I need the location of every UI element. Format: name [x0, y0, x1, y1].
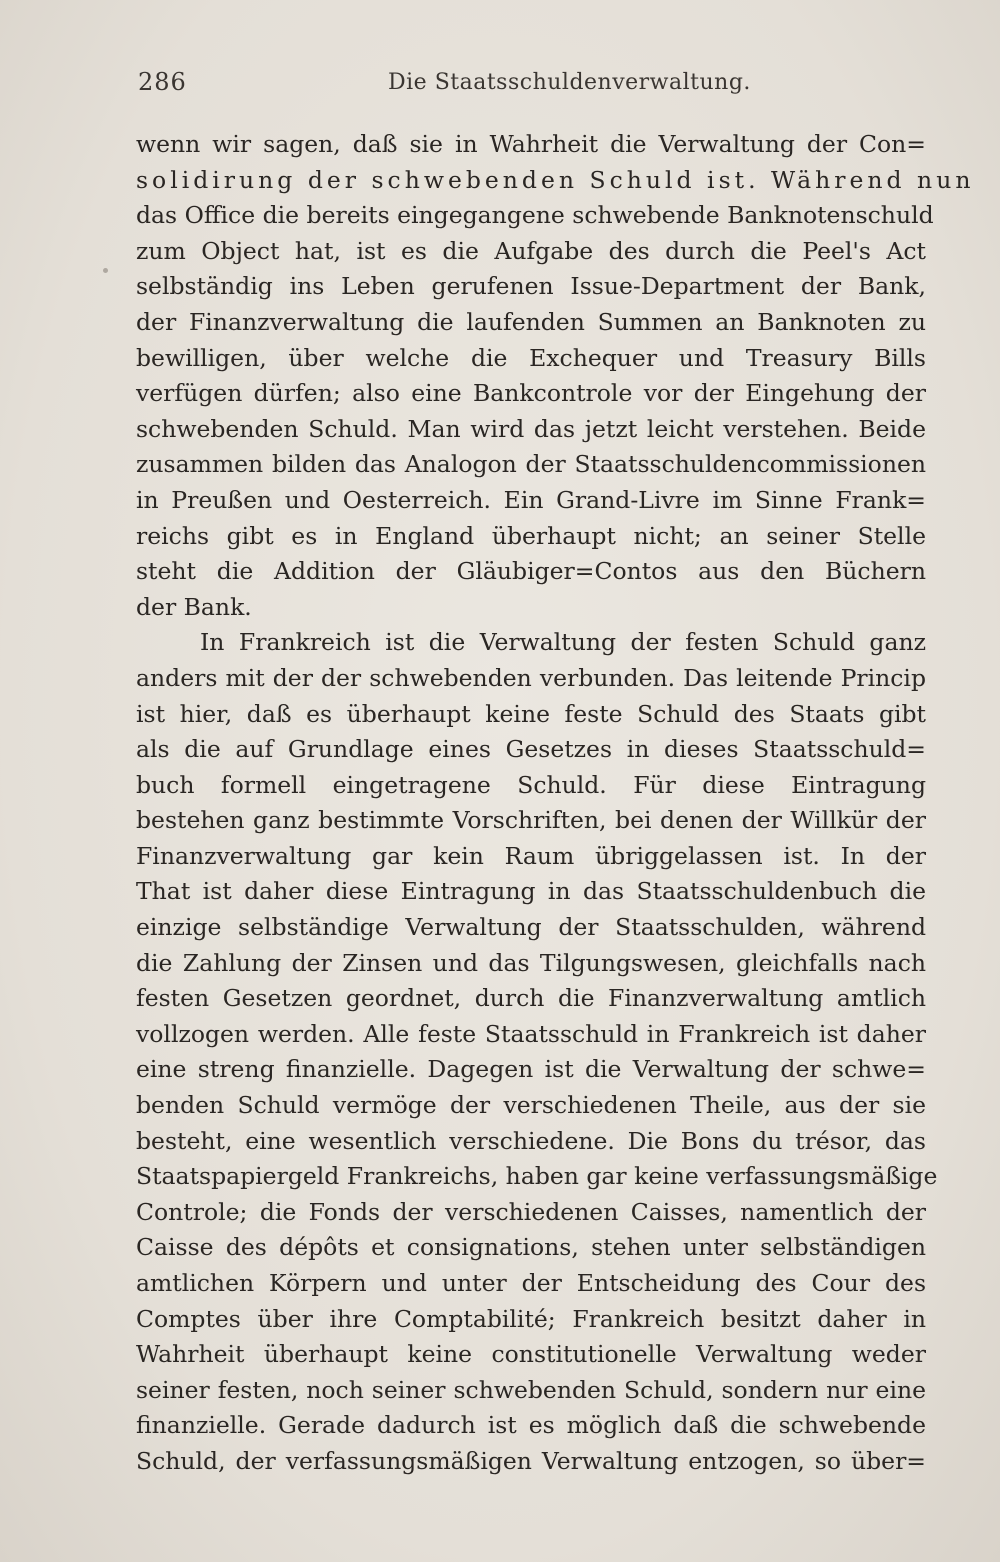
text-line: That ist daher diese Eintragung in das Staatsschuldenbuch die — [136, 877, 926, 906]
text-line: buch formell eingetragene Schuld. Für diese Eintragung — [136, 770, 926, 799]
text-line: festen Gesetzen geordnet, durch die Finanzverwaltung amtlich — [136, 984, 926, 1013]
ink-speck — [103, 268, 108, 273]
text-line: schwebenden Schuld. Man wird das jetzt leicht verstehen. Beide — [136, 414, 926, 443]
text-line: wenn wir sagen, daß sie in Wahrheit die Verwaltung der Con= — [136, 130, 926, 158]
text-line: Finanzverwaltung gar kein Raum übriggelassen ist. In der — [136, 841, 926, 870]
running-head: Die Staatsschuldenverwaltung. — [388, 70, 751, 95]
paragraph-first-line: In Frankreich ist die Verwaltung der festen Schuld ganz — [200, 628, 926, 657]
text-line: die Zahlung der Zinsen und das Tilgungswesen, gleichfalls nach — [136, 948, 926, 977]
text-line: als die auf Grundlage eines Gesetzes in dieses Staatsschuld= — [136, 735, 926, 764]
text-line: anders mit der der schwebenden verbunden. Das leitende Princip — [136, 663, 926, 692]
page-header — [138, 68, 928, 108]
text-line: Controle; die Fonds der verschiedenen Caisses, namentlich der — [136, 1197, 926, 1226]
text-line: solidirung der schwebenden Schuld ist. Während nun — [136, 165, 975, 194]
text-line: Staatspapiergeld Frankreichs, haben gar keine verfassungsmäßige — [136, 1162, 938, 1191]
text-line: Wahrheit überhaupt keine constitutionelle Verwaltung weder — [136, 1340, 926, 1369]
text-line: reichs gibt es in England überhaupt nicht; an seiner Stelle — [136, 521, 926, 550]
text-line: bestehen ganz bestimmte Vorschriften, bei denen der Willkür der — [136, 806, 926, 835]
text-line: in Preußen und Oesterreich. Ein Grand-Livre im Sinne Frank= — [136, 485, 926, 514]
text-line: vollzogen werden. Alle feste Staatsschuld in Frankreich ist daher — [136, 1019, 926, 1048]
text-line: zusammen bilden das Analogon der Staatsschuldencommissionen — [136, 450, 926, 479]
text-line: seiner festen, noch seiner schwebenden Schuld, sondern nur eine — [136, 1375, 926, 1404]
text-line: benden Schuld vermöge der verschiedenen Theile, aus der sie — [136, 1091, 926, 1120]
text-line: der Bank. — [136, 592, 252, 621]
page-number: 286 — [138, 68, 187, 96]
text-line: Schuld, der verfassungsmäßigen Verwaltung entzogen, so über= — [136, 1446, 926, 1475]
text-line: Comptes über ihre Comptabilité; Frankreich besitzt daher in — [136, 1304, 926, 1333]
text-line: einzige selbständige Verwaltung der Staatsschulden, während — [136, 913, 926, 942]
text-line: das Office die bereits eingegangene schwebende Banknotenschuld — [136, 201, 934, 230]
text-line: verfügen dürfen; also eine Bankcontrole vor der Eingehung der — [136, 379, 926, 408]
text-line: zum Object hat, ist es die Aufgabe des durch die Peel's Act — [136, 236, 926, 265]
text-line: amtlichen Körpern und unter der Entscheidung des Cour des — [136, 1269, 926, 1297]
text-line: steht die Addition der Gläubiger=Contos aus den Büchern — [136, 557, 926, 586]
text-line: selbständig ins Leben gerufenen Issue-Department der Bank, — [136, 272, 926, 301]
text-line: finanzielle. Gerade dadurch ist es möglich daß die schwebende — [136, 1411, 926, 1440]
body-text — [136, 127, 975, 1480]
text-line: besteht, eine wesentlich verschiedene. Die Bons du trésor, das — [136, 1126, 926, 1155]
text-line: Caisse des dépôts et consignations, stehen unter selbständigen — [136, 1233, 926, 1262]
text-line: eine streng finanzielle. Dagegen ist die Verwaltung der schwe= — [136, 1055, 926, 1084]
text-line: bewilligen, über welche die Exchequer und Treasury Bills — [136, 343, 926, 372]
text-line: der Finanzverwaltung die laufenden Summen an Banknoten zu — [136, 307, 926, 336]
text-line: ist hier, daß es überhaupt keine feste Schuld des Staats gibt — [136, 699, 926, 728]
